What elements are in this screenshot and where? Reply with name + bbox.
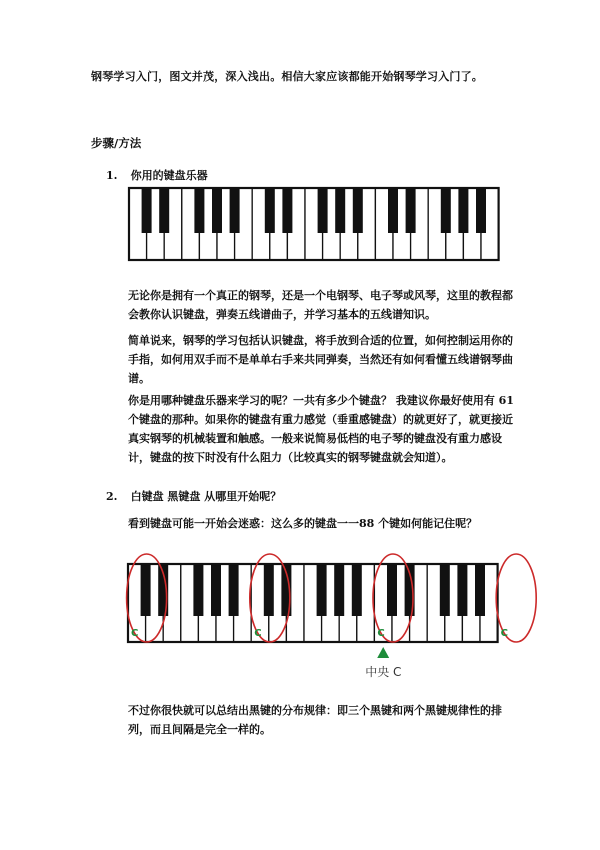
black-key [211,564,221,616]
middle-c-label: 中央 C [365,665,402,679]
black-key [142,188,152,233]
step-1-number: 1. [106,169,118,182]
black-key [265,188,275,233]
c-key-label: C [500,628,508,639]
black-key [212,188,222,233]
keyboard-diagram-2 [122,548,507,682]
black-key [387,564,397,616]
step-2-header [106,485,281,504]
step-2-number: 2. [106,490,118,503]
step-1-header [106,164,208,183]
step-1-title: 你用的键盘乐器 [130,169,208,182]
black-key [388,188,398,233]
step-1-paragraph-1: 无论你是拥有一个真正的钢琴，还是一个电钢琴、电子琴或风琴，这里的教程都会教你认识键盘，弹奏五线谱曲子，并学习基本的五线谱知识。 [128,289,513,321]
intro-text: 钢琴学习入门，图文并茂，深入浅出。相信大家应该都能开始钢琴学习入门了。 [91,70,483,83]
black-key [334,564,344,616]
black-key [352,564,362,616]
middle-c-marker-icon [377,647,389,658]
black-key [317,564,327,616]
c-key-label: C [254,628,262,639]
black-key [159,188,169,233]
black-key [441,188,451,233]
step-2-paragraph-2: 不过你很快就可以总结出黑键的分布规律：即三个黑键和两个黑键规律性的排列，而且间隔是完全一样的。 [128,704,502,736]
black-key [458,188,468,233]
keyboard-diagram-1 [128,187,500,261]
black-key [318,188,328,233]
black-key [282,188,292,233]
c-key-label: C [131,628,139,639]
black-key [440,564,450,616]
step-2-title: 白键盘 黑键盘 从哪里开始呢？ [130,490,282,503]
step-1-paragraph-2: 简单说来，钢琴的学习包括认识键盘，将手放到合适的位置，如何控制运用你的手指，如何用双手而不是单单右手来共同弹奏，当然还有如何看懂五线谱钢琴曲谱。 [128,334,513,385]
black-key [264,564,274,616]
black-key [194,188,204,233]
black-key [406,188,416,233]
c-key-label: C [377,628,385,639]
black-key [457,564,467,616]
step-2-paragraph-1: 看到键盘可能一开始会迷惑：这么多的键盘一一88 个键如何能记住呢？ [128,517,478,530]
black-key [229,564,239,616]
black-key [335,188,345,233]
black-key [476,188,486,233]
black-key [230,188,240,233]
section-heading: 步骤/方法 [91,136,142,150]
black-key [193,564,203,616]
black-key [475,564,485,616]
black-key [353,188,363,233]
black-key [141,564,151,616]
step-1-paragraph-3: 你是用哪种键盘乐器来学习的呢？一共有多少个键盘？ 我建议你最好使用有 61 个键盘的那种。如果你的键盘有重力感觉（垂重感键盘）的就更好了，就更接近真实钢琴的机械装置和触感。一般来说简易低档的电子琴的键盘没有重力感设计，键盘的按下时没有什么阻力（比较真实的钢琴键盘就会知道）。 [128,394,514,464]
